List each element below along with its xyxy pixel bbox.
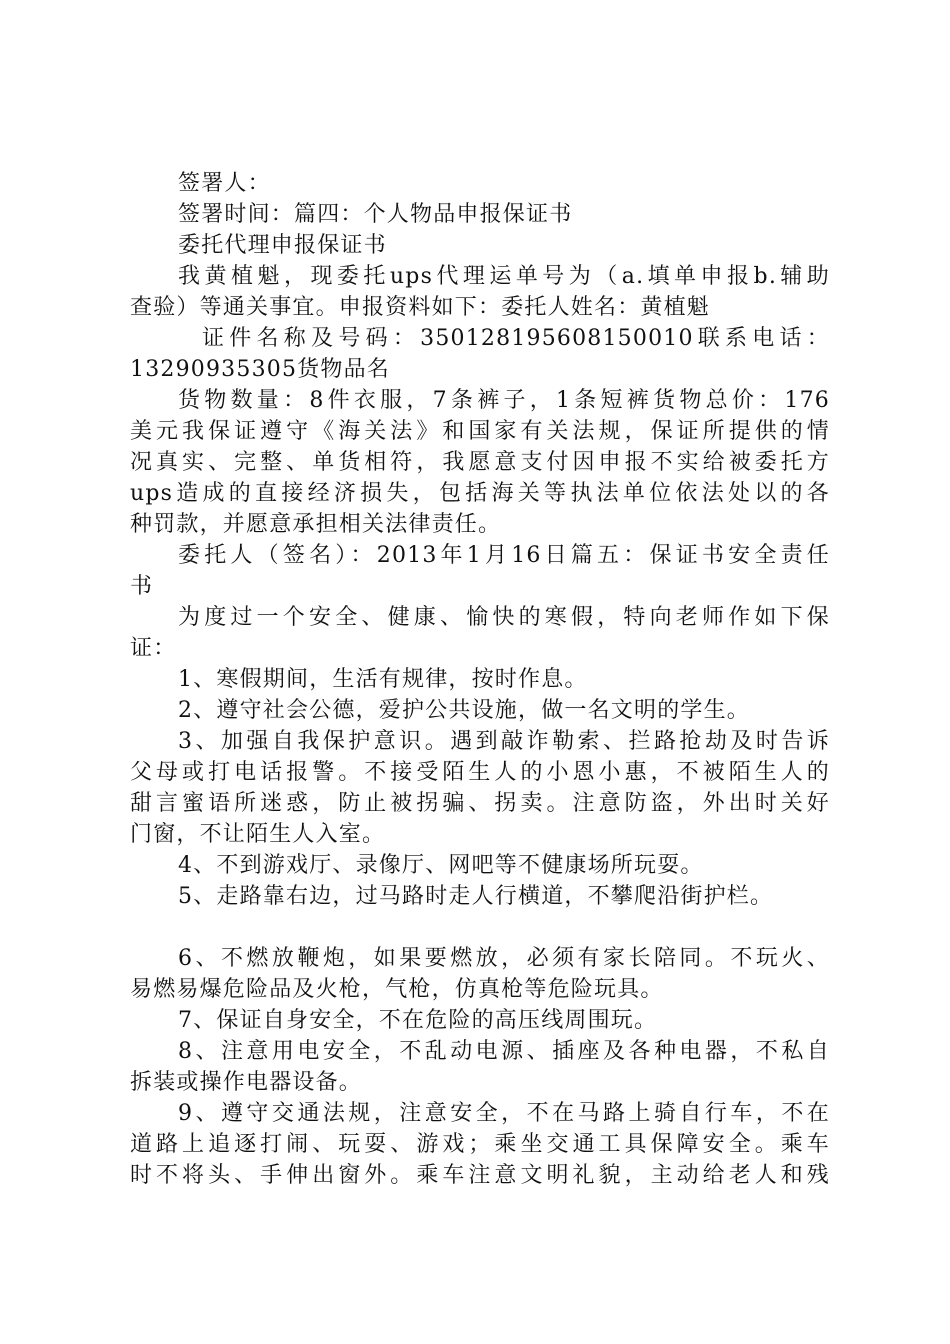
signer-line: 签署人：: [178, 171, 271, 196]
paragraph-line: 门窗，不让陌生人入室。: [130, 822, 386, 847]
blank-line: [130, 912, 830, 943]
paragraph-line: 书: [130, 574, 154, 599]
section-title: 委托代理申报保证书: [178, 233, 387, 258]
paragraph-line: 证：: [130, 636, 177, 661]
paragraph-line: 为度过一个安全、健康、愉快的寒假，特向老师作如下保: [178, 605, 830, 630]
list-item: 8、注意用电安全，不乱动电源、插座及各种电器，不私自: [178, 1039, 830, 1064]
paragraph-line: 道路上追逐打闹、玩耍、游戏；乘坐交通工具保障安全。乘车: [130, 1132, 830, 1157]
list-item: 3、加强自我保护意识。遇到敲诈勒索、拦路抢劫及时告诉: [178, 729, 830, 754]
document-body: [130, 168, 830, 1191]
paragraph-line: 拆装或操作电器设备。: [130, 1070, 363, 1095]
paragraph-line: 证件名称及号码：350128195608150010联系电话：: [202, 326, 830, 351]
paragraph-line: 13290935305货物品名: [130, 357, 390, 382]
paragraph-line: 时不将头、手伸出窗外。乘车注意文明礼貌，主动给老人和残: [130, 1163, 830, 1188]
list-item: 6、不燃放鞭炮，如果要燃放，必须有家长陪同。不玩火、: [178, 946, 830, 971]
paragraph-line: 我黄植魁，现委托ups代理运单号为（a.填单申报b.辅助: [178, 264, 830, 289]
list-item: 9、遵守交通法规，注意安全，不在马路上骑自行车，不在: [178, 1101, 830, 1126]
list-item: 7、保证自身安全，不在危险的高压线周围玩。: [178, 1008, 658, 1033]
paragraph-line: 易燃易爆危险品及火枪，气枪，仿真枪等危险玩具。: [130, 977, 664, 1002]
paragraph-line: 况真实、完整、单货相符，我愿意支付因申报不实给被委托方: [130, 450, 830, 475]
paragraph-line: 种罚款，并愿意承担相关法律责任。: [130, 512, 502, 537]
list-item: 2、遵守社会公德，爱护公共设施，做一名文明的学生。: [178, 698, 750, 723]
paragraph-line: 货物数量：8件衣服，7条裤子，1条短裤货物总价：176: [178, 388, 830, 413]
paragraph-line: 甜言蜜语所迷惑，防止被拐骗、拐卖。注意防盗，外出时关好: [130, 791, 830, 816]
paragraph-line: 父母或打电话报警。不接受陌生人的小恩小惠，不被陌生人的: [130, 760, 830, 785]
paragraph-line: ups造成的直接经济损失，包括海关等执法单位依法处以的各: [130, 481, 830, 506]
paragraph-line: 查验）等通关事宜。申报资料如下：委托人姓名：黄植魁: [130, 295, 711, 320]
list-item: 5、走路靠右边，过马路时走人行横道，不攀爬沿街护栏。: [178, 884, 774, 909]
list-item: 1、寒假期间，生活有规律，按时作息。: [178, 667, 588, 692]
sign-time-line: 签署时间：篇四：个人物品申报保证书: [178, 202, 573, 227]
list-item: 4、不到游戏厅、录像厅、网吧等不健康场所玩耍。: [178, 853, 704, 878]
paragraph-line: 委托人（签名）：2013年1月16日篇五：保证书安全责任: [178, 543, 830, 568]
paragraph-line: 美元我保证遵守《海关法》和国家有关法规，保证所提供的情: [130, 419, 830, 444]
